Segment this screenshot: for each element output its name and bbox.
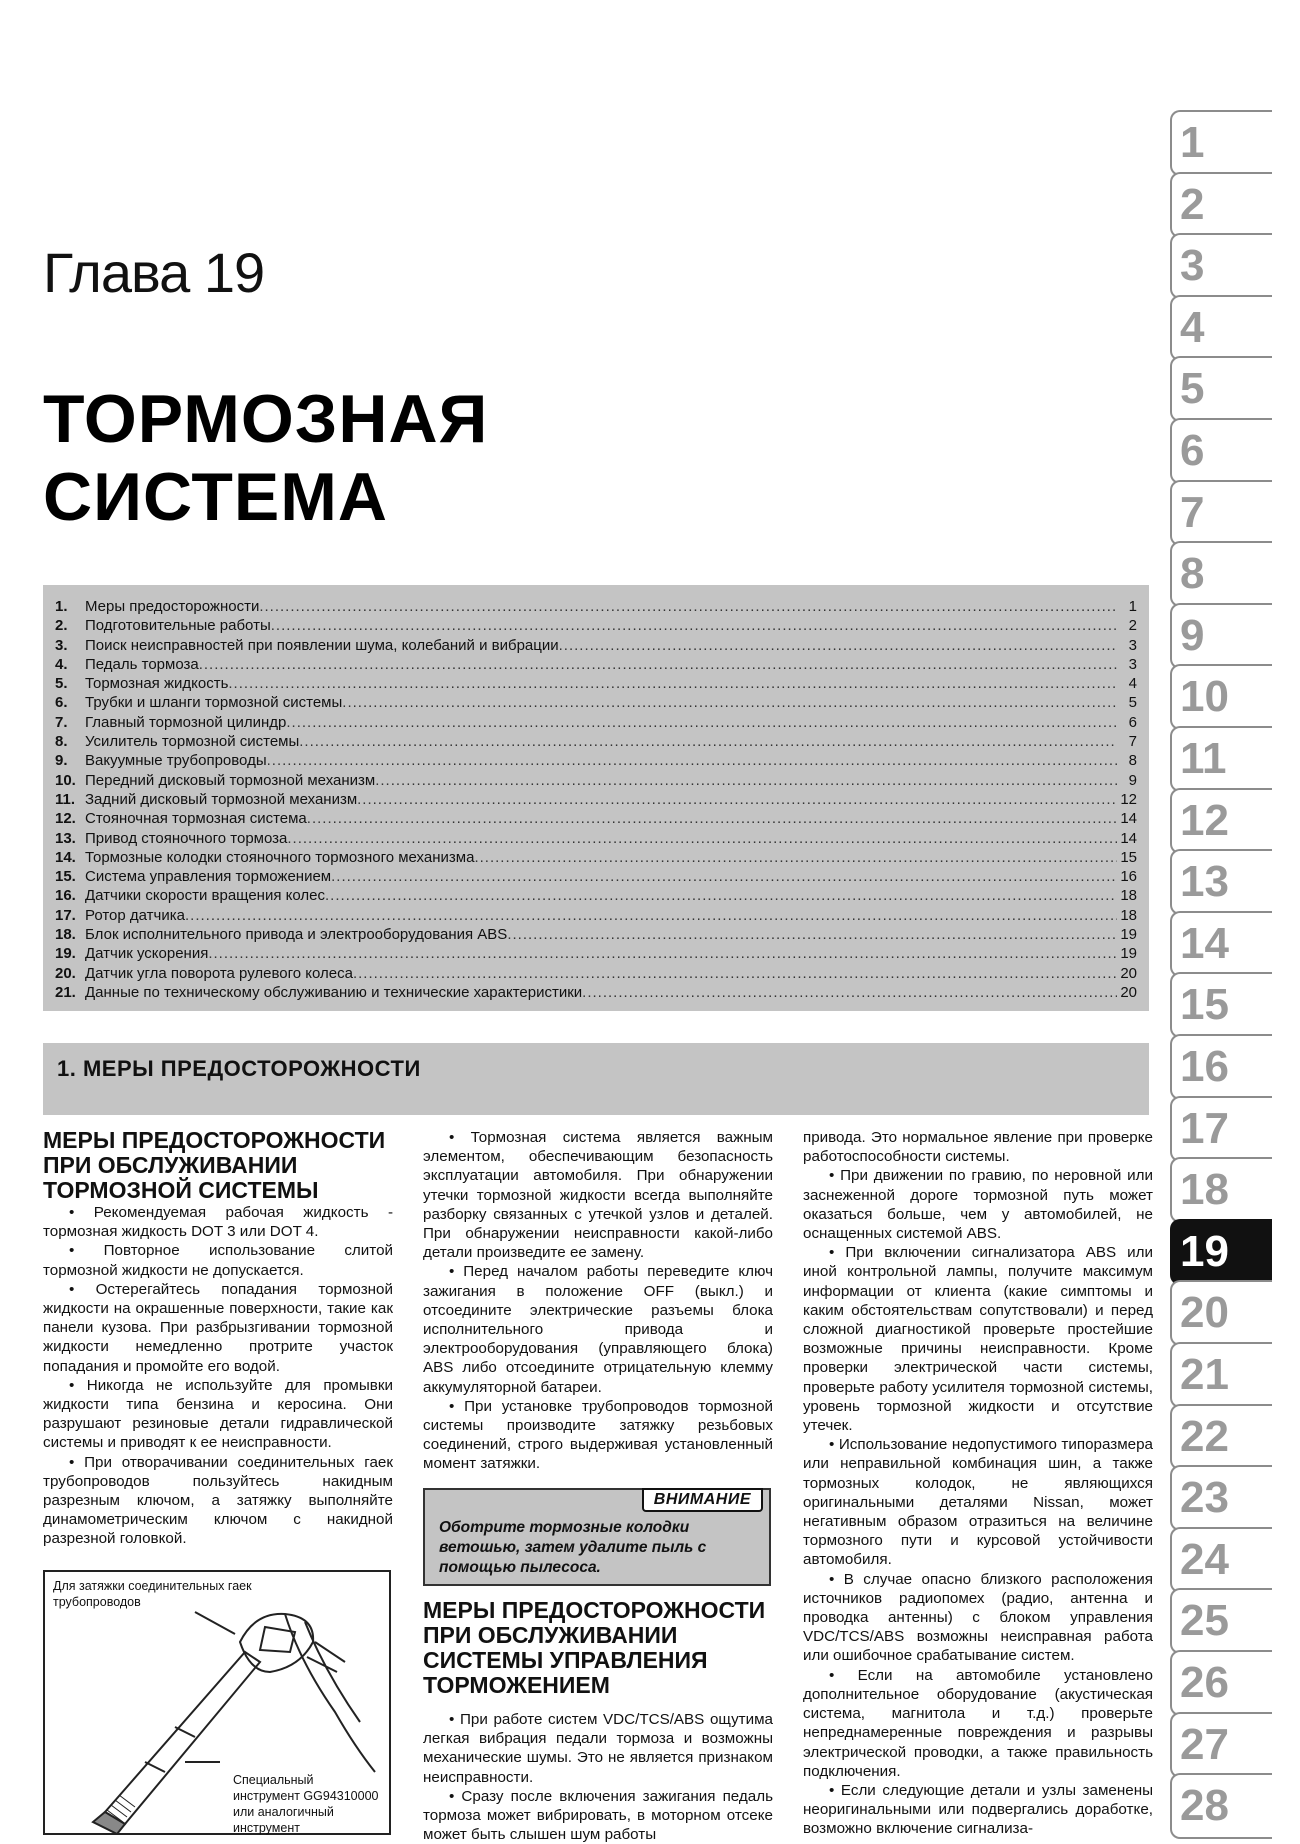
toc-row[interactable] [55,886,1137,905]
paragraph: • При отворачивании соединительных гаек трубопроводов пользуйтесь накидным разрезным ключом, а затяжку выполняйте динамометрическим ключом с накидной разрезной головкой. [43,1453,393,1548]
chapter-tab-11[interactable]: 11 [1170,726,1272,792]
toc-page-number: 3 [1128,636,1137,654]
toc-number: 1. [55,598,68,615]
toc-row[interactable] [55,674,1137,693]
toc-leader-dots [259,597,1117,616]
toc-page-number: 14 [1120,810,1137,828]
toc-row[interactable] [55,983,1137,1002]
toc-number: 3. [55,636,68,654]
toc-number: 19. [55,945,76,963]
toc-page-number: 14 [1120,829,1137,847]
toc-title: Меры предосторожности [85,598,260,615]
toc-row[interactable] [55,867,1137,886]
chapter-tab-15[interactable]: 15 [1170,972,1272,1038]
toc-row[interactable] [55,597,1137,616]
toc-title: Главный тормозной цилиндр [85,713,287,731]
toc-page-number: 5 [1128,694,1137,712]
paragraph: • Остерегайтесь попадания тормозной жидкости на окрашенные поверхности, такие как панели кузова. При разбрызгивании тормозной жидкости немедленно протрите участок попадания и промойте его водой. [43,1280,393,1375]
toc-row[interactable] [55,636,1137,655]
chapter-title-line1: ТОРМОЗНАЯ [43,381,489,457]
toc-number: 2. [55,617,68,635]
paragraph: • При включении сигнализатора ABS или иной контрольной лампы, получите максимум информации от клиента (какие симптомы и каким обстоятельствам сопутствовали) и перед сложной диагностикой проверьте простейшие возможные причины неисправности. Кроме проверки электрической части системы, проверьте работу усилителя тормозной системы, уровень тормозной жидкости и отсутствие утечек. [803,1244,1153,1435]
toc-leader-dots [474,848,1117,867]
toc-title: Усилитель тормозной системы [85,733,300,751]
toc-leader-dots [507,925,1117,944]
toc-title: Привод стояночного тормоза [85,829,288,847]
toc-row[interactable] [55,829,1137,848]
toc-page-number: 18 [1120,887,1137,905]
toc-title: Блок исполнительного привода и электрооборудования ABS [85,926,508,944]
paragraph: • Тормозная система является важным элементом, обеспечивающим безопасность эксплуатации автомобиля. При обнаружении утечки тормозной жидкости всегда выполняйте разборку связанных с утечкой узлов и деталей. При обнаружении неисправности какой-либо детали произведите ее замену. [423,1129,773,1262]
paragraph: • При установке трубопроводов тормозной системы производите затяжку резьбовых соединений, строго выдерживая установленный момент затяжки. [423,1397,773,1473]
toc-title: Передний дисковый тормозной механизм [85,771,376,789]
toc-leader-dots [299,732,1117,751]
table-of-contents [43,585,1149,1011]
chapter-tab-12[interactable]: 12 [1170,788,1272,854]
toc-title: Система управления торможением [85,868,332,886]
toc-leader-dots [185,906,1117,925]
chapter-tab-2[interactable]: 2 [1170,172,1272,238]
toc-leader-dots [228,674,1117,693]
chapter-tab-18[interactable]: 18 [1170,1157,1272,1223]
toc-number: 20. [55,964,76,982]
toc-row[interactable] [55,790,1137,809]
chapter-title [43,380,488,536]
toc-row[interactable] [55,616,1137,635]
toc-page-number: 20 [1120,964,1137,982]
toc-number: 10. [55,771,76,789]
toc-row[interactable] [55,964,1137,983]
warning-note [423,1488,771,1586]
toc-page-number: 3 [1128,655,1137,673]
paragraph: • Использование недопустимого типоразмера или неправильной комбинация шин, а также тормозных колодок, не являющихся оригинальными деталями Nissan, может негативным образом отразиться на величине тормозного пути и курсовой устойчивости автомобиля. [803,1436,1153,1569]
chapter-tab-28[interactable]: 28 [1170,1773,1272,1839]
warning-title: ВНИМАНИЕ [642,1488,763,1512]
toc-page-number: 19 [1120,945,1137,963]
toc-row[interactable] [55,848,1137,867]
paragraph: • При движении по гравию, по неровной или заснеженной дороге тормозной путь может оказаться больше, чем у автомобилей, не оснащенных системой ABS. [803,1167,1153,1243]
toc-page-number: 1 [1128,598,1137,615]
toc-leader-dots [267,751,1117,770]
toc-row[interactable] [55,732,1137,751]
paragraph: • При работе систем VDC/TCS/ABS ощутима легкая вибрация педали тормоза и возможны механические шумы. Это не является признаком неисправности. [423,1711,773,1786]
chapter-tab-25[interactable]: 25 [1170,1588,1272,1654]
toc-leader-dots [353,964,1117,983]
figure-label-bottom: Специальный инструмент GG94310000 или аналогичный инструмент [233,1773,379,1835]
toc-number: 15. [55,868,76,886]
paragraph: • Если на автомобиле установлено дополнительное оборудование (акустическая система, магнитола и т.д.) проверьте непреднамеренные повреждения и разрывы электрической проводки, а также правильность подключения. [803,1666,1153,1780]
chapter-label: Глава 19 [43,241,265,304]
figure-label-top: Для затяжки соединительных гаек трубопроводов [53,1579,252,1609]
toc-row[interactable] [55,925,1137,944]
toc-row[interactable] [55,809,1137,828]
paragraph: • Рекомендуемая рабочая жидкость - тормозная жидкость DOT 3 или DOT 4. [43,1204,393,1241]
toc-title: Датчик угла поворота рулевого колеса [85,964,353,982]
chapter-tab-14[interactable]: 14 [1170,911,1272,977]
chapter-title-line2: СИСТЕМА [43,459,389,535]
toc-title: Педаль тормоза [85,655,199,673]
toc-leader-dots [208,944,1117,963]
toc-page-number: 2 [1128,617,1137,635]
toc-leader-dots [325,886,1117,905]
toc-title: Тормозные колодки стояночного тормозного механизма [85,848,475,866]
paragraph: • Повторное использование слитой тормозной жидкости не допускается. [43,1242,393,1279]
toc-number: 6. [55,694,68,712]
toc-title: Тормозная жидкость [85,675,229,693]
chapter-tab-5[interactable]: 5 [1170,356,1272,422]
toc-title: Стояночная тормозная система [85,810,307,828]
toc-page-number: 16 [1120,868,1137,886]
toc-leader-dots [287,829,1117,848]
toc-number: 17. [55,906,76,924]
toc-leader-dots [307,809,1117,828]
toc-leader-dots [342,693,1117,712]
toc-row[interactable] [55,751,1137,770]
chapter-tab-4[interactable]: 4 [1170,295,1272,361]
toc-page-number: 18 [1120,906,1137,924]
toc-number: 4. [55,655,68,673]
toc-row[interactable] [55,693,1137,712]
chapter-tab-22[interactable]: 22 [1170,1404,1272,1470]
toc-title: Поиск неисправностей при появлении шума, колебаний и вибрации [85,636,559,654]
toc-leader-dots [199,655,1117,674]
chapter-tab-7[interactable]: 7 [1170,480,1272,546]
toc-page-number: 7 [1128,733,1137,751]
toc-title: Датчик ускорения [85,945,209,963]
toc-leader-dots [286,713,1117,732]
toc-number: 14. [55,848,76,866]
chapter-tab-20[interactable]: 20 [1170,1280,1272,1346]
column-2-lower [423,1598,773,1844]
toc-page-number: 4 [1128,675,1137,693]
toc-leader-dots [331,867,1117,886]
toc-title: Подготовительные работы [85,617,271,635]
paragraph: • Никогда не используйте для промывки жидкости типа бензина и керосина. Они разрушают резиновые детали гидравлической системы и приводят к ее неисправности. [43,1376,393,1452]
column-1 [43,1128,393,1549]
toc-number: 7. [55,713,68,731]
chapter-tab-21[interactable]: 21 [1170,1342,1272,1408]
chapter-tab-13[interactable]: 13 [1170,849,1272,915]
toc-leader-dots [375,771,1117,790]
paragraph: • Перед началом работы переведите ключ зажигания в положение OFF (выкл.) и отсоедините электрические разъемы блока исполнительного привода и электрооборудования (управляющего блока) ABS либо отсоедините отрицательную клемму аккумуляторной батареи. [423,1263,773,1396]
chapter-tab-16[interactable]: 16 [1170,1034,1272,1100]
toc-leader-dots [357,790,1117,809]
toc-title: Данные по техническому обслуживанию и технические характеристики [85,983,583,1001]
toc-title: Задний дисковый тормозной механизм [85,790,358,808]
chapter-tab-9[interactable]: 9 [1170,603,1272,669]
toc-leader-dots [271,616,1117,635]
chapter-tab-3[interactable]: 3 [1170,233,1272,299]
toc-leader-dots [582,983,1117,1002]
toc-leader-dots [559,636,1117,655]
toc-number: 8. [55,733,68,751]
toc-row[interactable] [55,713,1137,732]
chapter-tab-27[interactable]: 27 [1170,1712,1272,1778]
toc-page-number: 12 [1120,790,1137,808]
toc-title: Ротор датчика [85,906,185,924]
toc-row[interactable] [55,944,1137,963]
paragraph: • Если следующие детали и узлы заменены неоригинальными или подвергались доработке, возможно включение сигнализа- [803,1781,1153,1838]
toc-page-number: 19 [1120,926,1137,944]
chapter-tab-8[interactable]: 8 [1170,541,1272,607]
toc-page-number: 15 [1120,848,1137,866]
toc-number: 11. [55,790,76,808]
toc-title: Датчики скорости вращения колес [85,887,325,905]
toc-number: 12. [55,810,76,828]
chapter-tab-24[interactable]: 24 [1170,1527,1272,1593]
column-3 [803,1128,1153,1839]
toc-page-number: 6 [1128,713,1137,731]
col2-heading: МЕРЫ ПРЕДОСТОРОЖНОСТИ ПРИ ОБСЛУЖИВАНИИ СИСТЕМЫ УПРАВЛЕНИЯ ТОРМОЖЕНИЕМ [423,1597,766,1698]
toc-number: 18. [55,926,76,944]
toc-page-number: 9 [1128,771,1137,789]
figure-torque-wrench [43,1570,391,1835]
toc-title: Вакуумные трубопроводы [85,752,267,770]
toc-page-number: 20 [1120,983,1137,1001]
chapter-tab-10[interactable]: 10 [1170,664,1272,730]
toc-number: 5. [55,675,68,693]
chapter-tab-23[interactable]: 23 [1170,1465,1272,1531]
paragraph: • В случае опасно близкого расположения источников радиопомех (радио, антенна и проводка антенны) с блоком управления VDC/TCS/ABS возможны неисправная работа или ошибочное срабатывание систем. [803,1570,1153,1665]
toc-row[interactable] [55,906,1137,925]
col1-heading: МЕРЫ ПРЕДОСТОРОЖНОСТИ ПРИ ОБСЛУЖИВАНИИ ТОРМОЗНОЙ СИСТЕМЫ [43,1127,386,1203]
paragraph: • Сразу после включения зажигания педаль тормоза может вибрировать, в моторном отсеке может быть слышен шум работы [423,1787,773,1844]
chapter-tab-26[interactable]: 26 [1170,1650,1272,1716]
chapter-tab-1[interactable]: 1 [1170,110,1272,176]
toc-number: 9. [55,752,68,770]
chapter-tab-19[interactable]: 19 [1170,1219,1272,1285]
toc-number: 13. [55,829,76,847]
warning-text: Оботрите тормозные колодки ветошью, затем удалите пыль с помощью пылесоса. [439,1519,707,1576]
toc-page-number: 8 [1128,752,1137,770]
paragraph: привода. Это нормальное явление при проверке работоспособности системы. [803,1129,1153,1166]
toc-title: Трубки и шланги тормозной системы [85,694,343,712]
chapter-tab-6[interactable]: 6 [1170,418,1272,484]
toc-row[interactable] [55,771,1137,790]
column-2 [423,1128,773,1474]
toc-number: 16. [55,887,76,905]
section-header: 1. МЕРЫ ПРЕДОСТОРОЖНОСТИ [43,1043,1149,1115]
toc-row[interactable] [55,655,1137,674]
chapter-tab-17[interactable]: 17 [1170,1096,1272,1162]
toc-number: 21. [55,983,76,1001]
